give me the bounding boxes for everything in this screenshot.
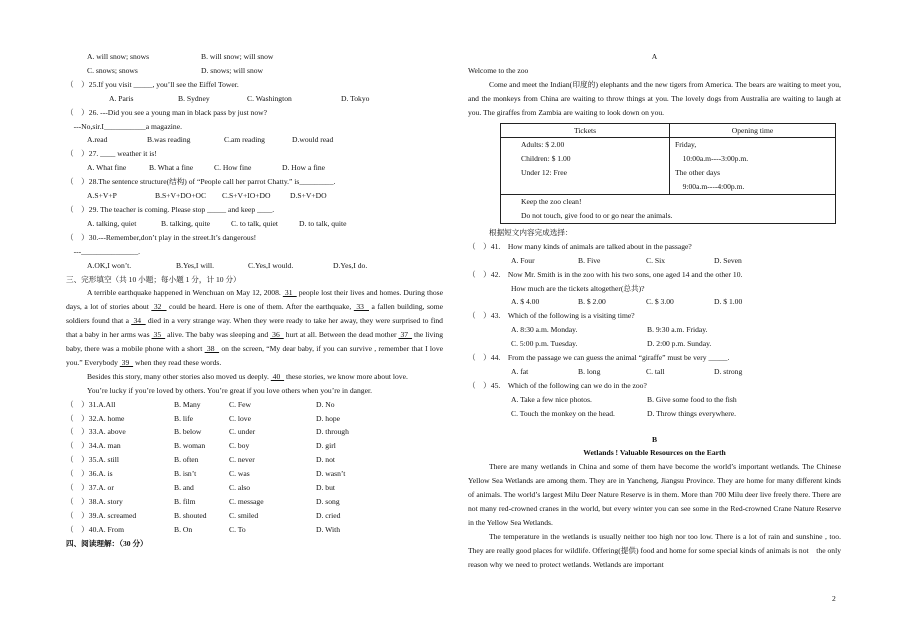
option-text: B. woman (174, 441, 206, 451)
option-text: C. snows; snows (87, 65, 138, 75)
option-text: D. No (316, 399, 335, 409)
option-text: D. song (316, 497, 340, 506)
option-text: B. long (578, 366, 601, 376)
question-line (66, 92, 443, 106)
option-text: B.Yes,I will. (176, 260, 215, 270)
blank-number: 38 (204, 344, 220, 354)
question-line (66, 106, 443, 120)
option-text: C.S+V+IO+DO (222, 191, 271, 201)
option-text: C. was (229, 469, 250, 479)
question-line: （ ）44. From the passage we can guess the animal “giraffe” must be very _____. (468, 353, 730, 363)
passage-b-heading: Wetlands ! Valuable Resources on the Earth (583, 448, 726, 458)
question-line (66, 245, 443, 259)
zoo-rules (501, 195, 836, 224)
option-text: D.would read (292, 135, 334, 145)
option-text: （ ）26. ---Did you see a young man in black pass by just now? (66, 107, 267, 117)
option-text: C. tall (646, 366, 665, 376)
option-text: A.read (87, 135, 108, 145)
option-text: C. $ 3.00 (646, 297, 674, 307)
blank-number: 32 (151, 302, 167, 312)
option-text: C. love (229, 413, 251, 423)
question-line: How much are the tickets altogether(总共)? (511, 283, 645, 293)
option-text: A. What fine (87, 163, 127, 173)
option-text: C. Washington (247, 93, 292, 103)
cloze-option-row (66, 453, 443, 467)
question-line (66, 217, 443, 231)
option-text: （ ）33.A. above (66, 427, 126, 437)
option-text: A. talking, quiet (87, 218, 137, 228)
option-text: B.S+V+DO+OC (155, 191, 207, 201)
option-text: B. $ 2.00 (578, 297, 606, 307)
question-line: （ ）41. How many kinds of animals are talked about in the passage? (468, 241, 692, 251)
question-line: （ ）45. Which of the following can we do in the zoo? (468, 380, 647, 390)
option-text: D.Yes,I do. (333, 260, 368, 270)
options-row (468, 393, 841, 407)
option-text: （ ）29. The teacher is coming. Please stop _____ and keep ____. (66, 204, 275, 214)
cloze-option-row (66, 495, 443, 509)
passage-a-text: Come and meet the Indian(印度的) elephants and the new tigers from America. The bears are waiting to meet you, and the monkeys from China are waiting to throw things at you. The lovely dogs from Australia are waiting to laugh at you. The giraffes from Zambia are waiting to look down on you. (468, 79, 841, 117)
option-text: B. What a fine (149, 163, 194, 173)
option-text: （ ）35.A. still (66, 455, 119, 465)
option-text: （ ）32.A. home (66, 413, 125, 423)
options-row (468, 323, 841, 337)
blank-number: 33 (353, 302, 369, 312)
option-text: D. Tokyo (341, 93, 370, 103)
ticket-prices (501, 138, 670, 195)
question-line (66, 64, 443, 78)
option-text: D. With (316, 524, 341, 534)
option-text: B. Give some food to the fish (647, 394, 737, 404)
option-text: C. Touch the monkey on the head. (511, 408, 615, 418)
option-text: （ ）25.If you visit _____, you’ll see the Eiffel Tower. (66, 79, 239, 89)
option-text: B. 9:30 a.m. Friday. (647, 325, 708, 335)
question-line (66, 259, 443, 273)
options-row (468, 295, 841, 309)
option-text: C.Yes,I would. (248, 260, 294, 270)
option-text: D. not (316, 455, 335, 465)
option-text: D. wasn’t (316, 469, 346, 479)
option-text: C. to talk, quiet (231, 218, 279, 228)
cloze-option-row (66, 439, 443, 453)
option-text: D. How a fine (282, 163, 326, 173)
option-text: C. also (229, 483, 251, 493)
table-header-opening: Opening time (670, 123, 836, 138)
blank-number: 39 (119, 357, 134, 367)
page-number: 2 (832, 594, 836, 603)
option-text: D. hope (316, 413, 341, 423)
option-text: C. never (229, 455, 255, 465)
option-text: （ ）36.A. is (66, 469, 113, 479)
option-text: B. and (174, 483, 194, 493)
cloze-option-row (66, 509, 443, 523)
question-line: （ ）43. Which of the following is a visiting time? (468, 311, 635, 321)
option-text: B. On (174, 524, 193, 534)
question-line (66, 120, 443, 134)
option-text: A. fat (511, 366, 529, 376)
option-text: （ ）37.A. or (66, 483, 114, 493)
blank-number: 35 (151, 330, 166, 340)
options-row (468, 365, 841, 379)
option-text: C. under (229, 427, 256, 437)
option-text: D.S+V+DO (290, 191, 327, 201)
cloze-option-row (66, 481, 443, 495)
option-text: B.was reading (147, 135, 191, 145)
option-text: ---_______________. (66, 246, 141, 256)
option-text: D. snows; will snow (201, 65, 264, 75)
option-text: D. cried (316, 510, 341, 520)
option-text: ---No,sir.I___________a magazine. (66, 121, 182, 131)
option-text: D. Seven (714, 255, 742, 265)
opening-hours (670, 138, 836, 195)
option-text: B. will snow; will snow (201, 52, 274, 61)
table-header-tickets: Tickets (501, 123, 670, 138)
option-text: （ ）28.The sentence structure(结构) of “People call her parrot Chatty.” is_________. (66, 177, 336, 187)
option-text: （ ）27. ____ weather it is! (66, 149, 157, 159)
option-text: D. 2:00 p.m. Sunday. (647, 339, 712, 349)
option-text: D. $ 1.00 (714, 297, 743, 307)
option-text: A. Paris (109, 93, 134, 103)
right-column (468, 50, 841, 572)
question-line: （ ）42. Now Mr. Smith is in the zoo with his two sons, one aged 14 and the other 10. (468, 269, 743, 279)
option-text: A. Four (511, 255, 535, 265)
question-line (66, 203, 443, 217)
price-under-12: Under 12: Free (521, 168, 567, 178)
option-text: C.am reading (224, 135, 265, 145)
option-text: C. To (229, 524, 246, 534)
hours-line: 9:00a.m----4:00p.m. (675, 182, 745, 192)
question-line (66, 133, 443, 147)
price-children: Children: $ 1.00 (521, 154, 571, 164)
option-text: A. $ 4.00 (511, 297, 540, 307)
option-text: B. often (174, 455, 199, 465)
option-text: （ ）40.A. From (66, 524, 125, 534)
option-text: （ ）31.A.All (66, 399, 116, 409)
reading-instructions: 根据短文内容完成选择： (489, 227, 573, 237)
option-text: A.S+V+P (87, 191, 117, 201)
option-text: B. talking, quite (161, 218, 210, 228)
option-text: B. film (174, 497, 196, 506)
option-text: D. strong (714, 366, 743, 376)
cloze-passage-para: A terrible earthquake happened in Wenchuan on May 12, 2008. 31 people lost their lives and homes. During those days, a lot of stories about 32 could be heard. Here is one of them. After the earthquake, 33 a fallen building, some soldiers found that a 34 died in a very strange way. When they were ready to take her away, they were surprised to find that a baby in her arms was 35 alive. The baby was sleeping and 36 hurt at all. Between the dead mother 37 the living baby, there was a mobile phone with a short 38 on the screen, “My dear baby, if you can survive , remember that I love you.” Everybody 39 when they read these words. (66, 288, 443, 367)
section-b-title: B (651, 434, 658, 444)
passage-b-para2: The temperature in the wetlands is usually neither too high nor too low. There is a lot of rain and sunshine , too. They are really good places for wildlife. Offering(提供) food and home for some special kinds of animals is not the only reason why we need to protect wetlands. Wetlands are important (468, 531, 841, 569)
option-text: D. Throw things everywhere. (647, 408, 737, 418)
option-text: C. How fine (214, 163, 252, 173)
cloze-passage-para: You’re lucky if you’re loved by others. You’re great if you love others when you’re in danger. (87, 385, 372, 395)
question-line (66, 189, 443, 203)
zoo-info-table (500, 123, 836, 224)
question-line (66, 273, 443, 287)
option-text: （ ）34.A. man (66, 441, 121, 451)
hours-line: The other days (675, 168, 721, 178)
option-text: D. but (316, 483, 335, 493)
option-text: C. 5:00 p.m. Tuesday. (511, 339, 578, 349)
blank-number: 40 (270, 371, 285, 381)
options-row (468, 254, 841, 268)
blank-number: 37 (398, 330, 413, 340)
cloze-option-row (66, 425, 443, 439)
option-text: B. shouted (174, 510, 207, 520)
option-text: B. life (174, 413, 193, 423)
option-text: A. will snow; snows (87, 52, 150, 61)
cloze-option-row (66, 523, 443, 537)
hours-line: Friday, (675, 140, 697, 150)
left-column (66, 50, 443, 551)
cloze-option-row (66, 398, 443, 412)
blank-number: 34 (131, 316, 146, 326)
price-adults: Adults: $ 2.00 (521, 140, 565, 150)
cloze-passage-para: Besides this story, many other stories also moved us deeply. 40 these stories, we know more about love. (87, 371, 408, 381)
option-text: （ ）38.A. story (66, 497, 123, 506)
option-text: C. smiled (229, 510, 259, 520)
hours-line: 10:00a.m----3:00p.m. (675, 154, 749, 164)
option-text: A.OK,I won’t. (87, 260, 132, 270)
question-line (66, 231, 443, 245)
option-text: C. Six (646, 255, 665, 265)
cloze-option-row (66, 467, 443, 481)
option-text: B. isn’t (174, 469, 197, 479)
question-line (66, 78, 443, 92)
option-text: C. boy (229, 441, 250, 451)
option-text: （ ）39.A. screamed (66, 510, 137, 520)
option-text: A. 8:30 a.m. Monday. (511, 325, 578, 335)
question-line (66, 147, 443, 161)
option-text: C. message (229, 497, 264, 506)
section-heading-reading: 四、阅读理解：（30 分） (66, 538, 148, 548)
passage-b-para1: There are many wetlands in China and some of them have become the world’s important wetlands. The Chinese Yellow Sea Wetlands are among them. They are in Yancheng, Jiangsu Province. They are home for many different kinds of animals. The world’s largest Milu Deer Nature Reserve is in them. More than 700 Milu deer live freely there. There are not many red-crowned cranes in the world, but every winter you can see some in the Red-crowned Crane Nature Reserve in the Yellow Sea Wetlands. (468, 462, 841, 527)
rule-line: Do not touch, give food to or go near the animals. (521, 210, 673, 220)
option-text: A. Take a few nice photos. (511, 394, 592, 404)
rule-line: Keep the zoo clean! (521, 197, 582, 207)
question-line (66, 161, 443, 175)
option-text: D. to talk, quite (299, 218, 347, 228)
section-a-title: A (651, 52, 658, 61)
cloze-option-row (66, 412, 443, 426)
option-text: B. below (174, 427, 202, 437)
option-text: D. girl (316, 441, 336, 451)
passage-a-heading: Welcome to the zoo (468, 65, 529, 75)
option-text: B. Sydney (178, 93, 210, 103)
option-text: 三、完形填空（共 10 小题；每小题 1 分，计 10 分） (66, 274, 241, 284)
option-text: D. through (316, 427, 349, 437)
options-row (468, 337, 841, 351)
question-line (66, 175, 443, 189)
question-line (66, 50, 443, 64)
option-text: B. Many (174, 399, 201, 409)
option-text: （ ）30.---Remember,don’t play in the street.It’s dangerous! (66, 232, 257, 242)
blank-number: 31 (282, 288, 297, 298)
option-text: B. Five (578, 255, 601, 265)
option-text: C. Few (229, 399, 251, 409)
blank-number: 36 (270, 330, 284, 340)
options-row (468, 407, 841, 421)
